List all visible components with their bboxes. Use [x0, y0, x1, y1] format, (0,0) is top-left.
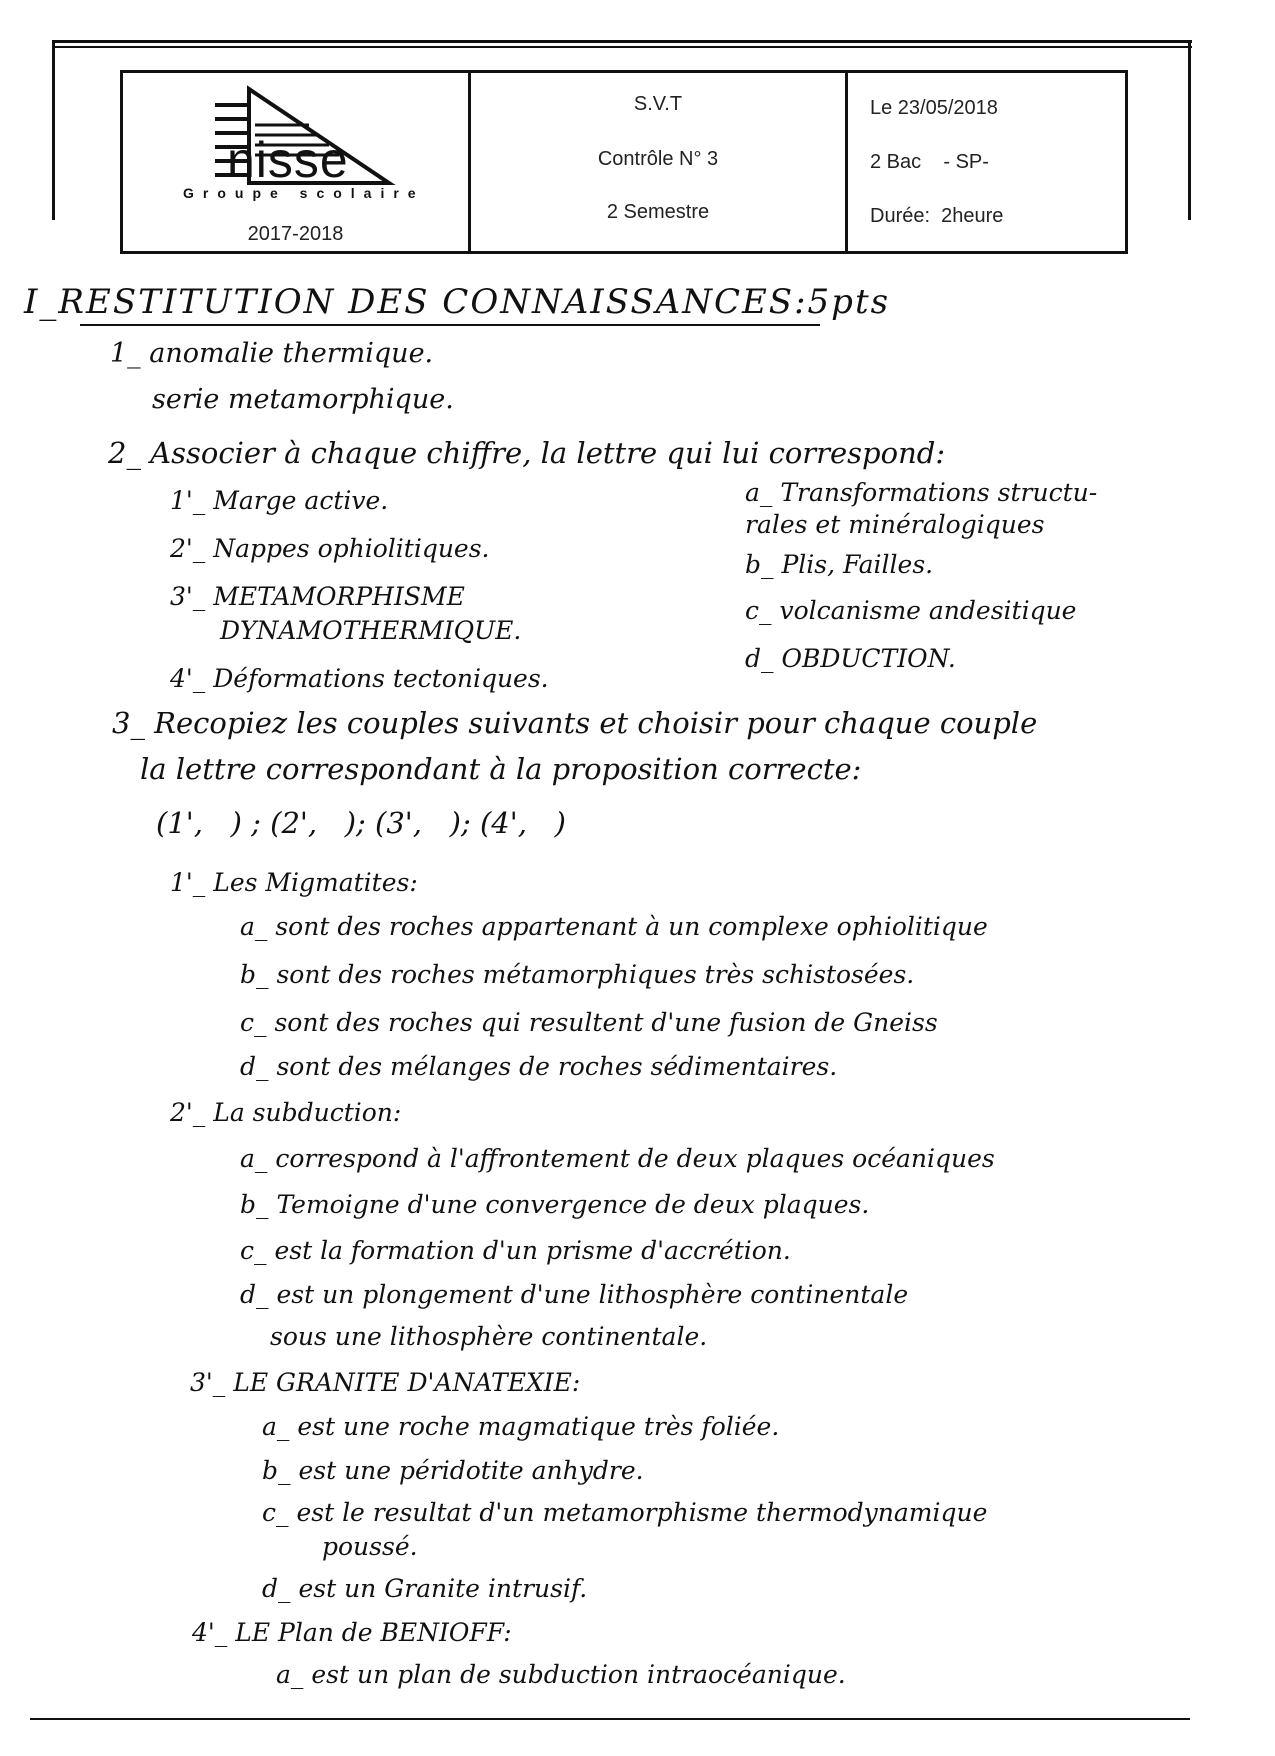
- q3-option: d_ est un Granite intrusif.: [262, 1574, 588, 1603]
- q3-option: poussé.: [322, 1532, 418, 1561]
- logo-subtitle: Groupe scolaire: [183, 185, 425, 201]
- logo-word: nisse: [227, 132, 349, 188]
- q2-left-item: 1'_ Marge active.: [170, 486, 389, 515]
- q3-option: c_ est la formation d'un prisme d'accrétion.: [240, 1236, 791, 1265]
- q3-option: a_ est un plan de subduction intraocéanique.: [276, 1660, 846, 1689]
- q3-item-title: 2'_ La subduction:: [170, 1098, 402, 1127]
- class-level: 2 Bac - SP-: [870, 151, 989, 173]
- q3-prompt-line1: 3_ Recopiez les couples suivants et choisir pour chaque couple: [112, 706, 1038, 740]
- section-title: I_RESTITUTION DES CONNAISSANCES:5pts: [24, 282, 891, 322]
- q3-item-title: 3'_ LE GRANITE D'ANATEXIE:: [190, 1368, 581, 1397]
- frame-bottom-line: [30, 1718, 1190, 1720]
- header-school-cell: [123, 73, 471, 251]
- q2-right-item: c_ volcanisme andesitique: [745, 596, 1077, 625]
- exam-duration: Durée: 2heure: [870, 205, 1004, 227]
- q3-option: a_ est une roche magmatique très foliée.: [262, 1412, 780, 1441]
- exam-date: Le 23/05/2018: [870, 97, 998, 119]
- q1-label: 1_ anomalie thermique.: [110, 338, 434, 369]
- q2-left-item: 4'_ Déformations tectoniques.: [170, 664, 549, 693]
- q3-option: b_ sont des roches métamorphiques très schistosées.: [240, 960, 915, 989]
- q3-option: b_ est une péridotite anhydre.: [262, 1456, 644, 1485]
- subject-label: S.V.T: [633, 93, 683, 115]
- header-exam-cell: [471, 73, 848, 251]
- q2-right-item: b_ Plis, Failles.: [745, 550, 934, 579]
- q2-left-item: DYNAMOTHERMIQUE.: [220, 616, 522, 645]
- q3-item-title: 1'_ Les Migmatites:: [170, 868, 418, 897]
- q3-option: a_ sont des roches appartenant à un complexe ophiolitique: [240, 912, 988, 941]
- q3-item-title: 4'_ LE Plan de BENIOFF:: [192, 1618, 512, 1647]
- header-info-cell: [848, 73, 1125, 251]
- q3-option: b_ Temoigne d'une convergence de deux plaques.: [240, 1190, 870, 1219]
- section-title-underline: [80, 324, 820, 326]
- frame-left-line: [52, 40, 55, 220]
- q3-couples: (1', ) ; (2', ); (3', ); (4', ): [156, 806, 566, 840]
- q2-right-item: a_ Transformations structu-: [745, 478, 1098, 507]
- frame-top-line: [52, 40, 1192, 43]
- q3-prompt-line2: la lettre correspondant à la proposition correcte:: [140, 752, 862, 786]
- q3-option: sous une lithosphère continentale.: [270, 1322, 708, 1351]
- q2-left-item: 3'_ METAMORPHISME: [170, 582, 465, 611]
- frame-top-line-inner: [52, 46, 1192, 48]
- q2-right-item: rales et minéralogiques: [745, 510, 1045, 539]
- q3-option: a_ correspond à l'affrontement de deux plaques océaniques: [240, 1144, 995, 1173]
- q1-line2: serie metamorphique.: [152, 384, 454, 415]
- school-year: 2017-2018: [247, 223, 344, 245]
- q3-option: d_ est un plongement d'une lithosphère continentale: [240, 1280, 909, 1309]
- exam-label: Contrôle N° 3: [597, 148, 719, 170]
- semester-label: 2 Semestre: [606, 201, 710, 223]
- q2-right-item: d_ OBDUCTION.: [745, 644, 956, 673]
- q3-option: c_ sont des roches qui resultent d'une fusion de Gneiss: [240, 1008, 938, 1037]
- exam-header: [120, 70, 1128, 254]
- q3-option: c_ est le resultat d'un metamorphisme thermodynamique: [262, 1498, 988, 1527]
- q2-prompt: 2_ Associer à chaque chiffre, la lettre qui lui correspond:: [108, 436, 946, 470]
- q3-option: d_ sont des mélanges de roches sédimentaires.: [240, 1052, 838, 1081]
- q2-left-item: 2'_ Nappes ophiolitiques.: [170, 534, 490, 563]
- frame-right-line: [1188, 40, 1191, 220]
